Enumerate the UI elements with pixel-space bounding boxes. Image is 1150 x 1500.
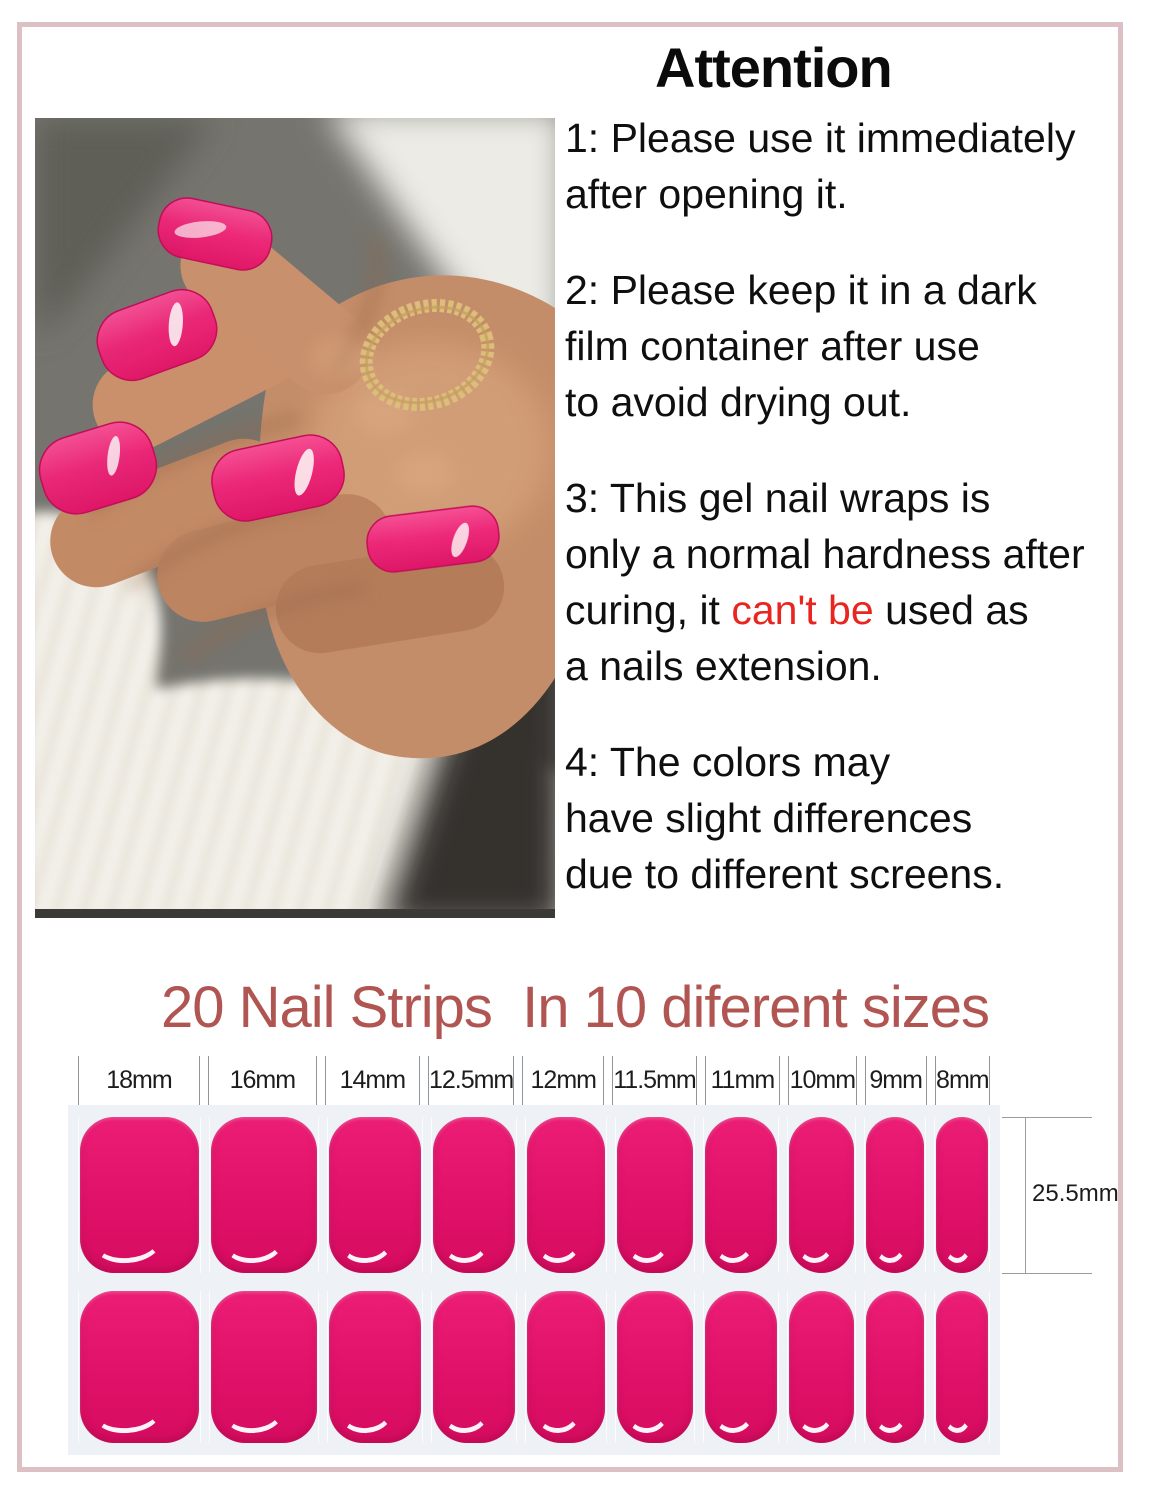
ruler-size-label: 11.5mm	[613, 1066, 696, 1094]
ruler-size-label: 10mm	[789, 1066, 856, 1094]
ruler-size-cell	[788, 1056, 857, 1105]
attention-title: Attention	[655, 36, 892, 99]
strip-cell	[864, 1291, 926, 1443]
ruler-size-cell	[325, 1056, 420, 1105]
note-line: a nails extension.	[565, 643, 882, 689]
height-dimension-cap-top	[1002, 1117, 1092, 1118]
strip-cell	[703, 1117, 779, 1273]
ruler-size-cell	[705, 1056, 780, 1105]
strip-row-1	[78, 1117, 990, 1273]
ruler-size-label: 12.5mm	[428, 1066, 514, 1094]
strip-cell	[934, 1117, 990, 1273]
nail-strip	[936, 1291, 988, 1443]
strip-cell	[209, 1117, 319, 1273]
strip-cell	[327, 1117, 423, 1273]
warning-text: can't be	[731, 587, 874, 633]
ruler-size-label: 9mm	[869, 1066, 922, 1094]
nail-strip	[705, 1291, 777, 1443]
ruler-size-cell	[78, 1056, 200, 1105]
height-dimension-line	[1025, 1117, 1026, 1273]
ruler-size-cell	[208, 1056, 317, 1105]
note-line: film container after use	[565, 323, 980, 369]
strip-cell	[934, 1291, 990, 1443]
nail-strip	[936, 1117, 988, 1273]
nail-strip	[211, 1291, 317, 1443]
note-line: only a normal hardness after	[565, 531, 1085, 577]
nail-strip	[80, 1291, 199, 1443]
nail-strip	[329, 1117, 421, 1273]
nail-strip	[705, 1117, 777, 1273]
note-line: have slight differences	[565, 795, 973, 841]
nail-strip	[617, 1291, 692, 1443]
nail-strip	[211, 1117, 317, 1273]
height-dimension-cap-bottom	[1002, 1273, 1092, 1274]
nail-strips-sheet	[68, 1105, 1000, 1455]
ruler-size-label: 12mm	[530, 1066, 596, 1094]
strip-cell	[787, 1291, 856, 1443]
height-dimension-label: 25.5mm	[1032, 1180, 1119, 1207]
strip-cell	[525, 1291, 608, 1443]
strip-cell	[327, 1291, 423, 1443]
nail-strip	[329, 1291, 421, 1443]
nail-strip	[866, 1117, 924, 1273]
ruler-size-label: 18mm	[106, 1066, 172, 1094]
nail-strip	[866, 1291, 924, 1443]
nail-strip	[527, 1117, 606, 1273]
ruler-size-cell	[428, 1056, 514, 1105]
strip-cell	[864, 1117, 926, 1273]
strip-cell	[78, 1117, 201, 1273]
note-2	[565, 262, 1121, 430]
ruler-size-label: 8mm	[936, 1066, 989, 1094]
strip-row-2	[78, 1291, 990, 1443]
note-line-with-warning: curing, it can't be used as	[565, 587, 1029, 633]
note-1	[565, 110, 1121, 222]
note-line: to avoid drying out.	[565, 379, 912, 425]
ruler-size-cell	[522, 1056, 604, 1105]
nail-strip	[617, 1117, 692, 1273]
ruler-size-cell	[865, 1056, 927, 1105]
strip-cell	[78, 1291, 201, 1443]
strip-cell	[431, 1117, 517, 1273]
nail-strip	[433, 1291, 515, 1443]
ruler-size-cell	[612, 1056, 696, 1105]
strip-cell	[525, 1117, 608, 1273]
note-line: 4: The colors may	[565, 739, 891, 785]
note-line: after opening it.	[565, 171, 848, 217]
strips-count-headline: 20 Nail Strips In 10 diferent sizes	[161, 975, 989, 1040]
note-line: 1: Please use it immediately	[565, 115, 1076, 161]
strip-cell	[431, 1291, 517, 1443]
ruler-size-label: 14mm	[339, 1066, 406, 1094]
size-ruler	[68, 1056, 1000, 1105]
nail-strip	[789, 1291, 854, 1443]
nail-strip	[527, 1291, 606, 1443]
note-line: 2: Please keep it in a dark	[565, 267, 1037, 313]
strip-cell	[209, 1291, 319, 1443]
note-line: due to different screens.	[565, 851, 1005, 897]
attention-section	[565, 36, 1121, 942]
product-photo	[35, 118, 555, 918]
nail-strip	[433, 1117, 515, 1273]
strip-cell	[703, 1291, 779, 1443]
hand-with-pink-nails-image	[35, 118, 555, 918]
note-4	[565, 734, 1121, 902]
strip-cell	[615, 1117, 694, 1273]
ruler-size-cell	[935, 1056, 990, 1105]
strip-cell	[615, 1291, 694, 1443]
ruler-size-label: 16mm	[229, 1066, 296, 1094]
note-3	[565, 470, 1121, 694]
nail-strip	[789, 1117, 854, 1273]
nail-strip	[80, 1117, 199, 1273]
strip-cell	[787, 1117, 856, 1273]
note-line: 3: This gel nail wraps is	[565, 475, 991, 521]
ruler-size-label: 11mm	[710, 1066, 775, 1094]
